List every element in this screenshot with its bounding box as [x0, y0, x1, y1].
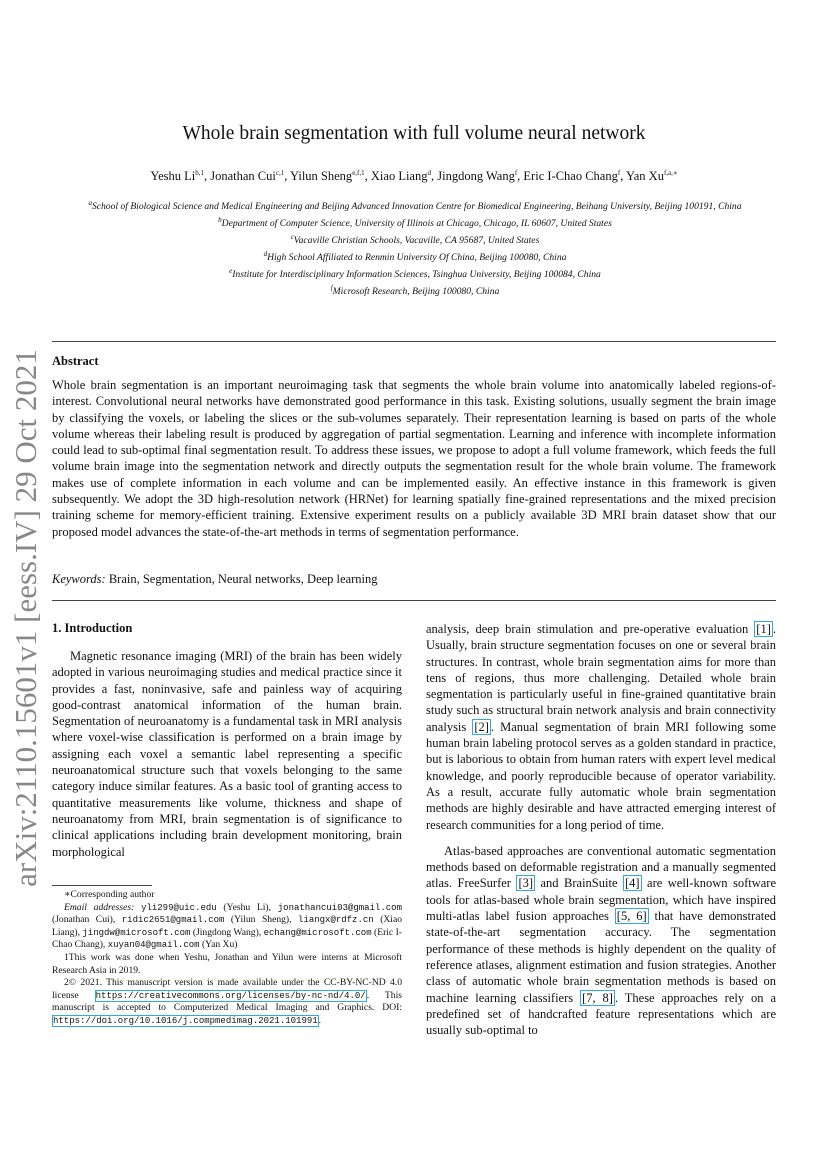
- affiliation: $^f$Microsoft Research, Beijing 100080, China: [330, 284, 500, 298]
- email-link[interactable]: jingdw@microsoft.com: [82, 927, 191, 938]
- citation-link[interactable]: [2]: [474, 719, 489, 734]
- email-link[interactable]: xuyan04@gmail.com: [107, 940, 200, 951]
- author: Yilun Sheng$^{e,f,1}$,: [290, 169, 371, 184]
- left-column: [52, 648, 402, 860]
- affiliations: [52, 197, 778, 300]
- arxiv-stamp: [6, 348, 46, 887]
- affiliation: $^b$Department of Computer Science, University of Illinois at Chicago, Chicago, IL 60607, United States: [218, 216, 612, 230]
- section-heading: 1. Introduction: [52, 621, 133, 635]
- divider: [52, 600, 776, 601]
- footnote-emails: Email addresses: yli299@uic.edu (Yeshu Li), jonathancui03@gmail.com (Jonathan Cui), ridic2651@gmail.com (Yilun Sheng), liangx@rdfz.cn (Xiao Liang), jingdw@microsoft.com (Jingdong Wang), echang@microsoft.com (Eric I-Chao Chang), xuyan04@gmail.com (Yan Xu): [52, 901, 403, 951]
- footnotes: [52, 889, 402, 1028]
- citation-link[interactable]: [1]: [756, 622, 771, 636]
- right-column: [426, 621, 776, 1038]
- email-link[interactable]: yli299@uic.edu: [141, 902, 217, 913]
- affiliation: $^c$Vacaville Christian Schools, Vacaville, CA 95687, United States: [290, 233, 540, 247]
- abstract-text: Whole brain segmentation is an important neuroimaging task that segments the whole brain volume into anatomically labeled regions-of-interest. Convolutional neural networks have demonstrated good performance in this task. Existing solutions, usually segment the brain image by classifying the voxels, or labeling the slices or the sub-volumes separately. Their representation learning is based on parts of the whole volume whereas their labeling result is produced by aggregation of partial segmentation. Learning and inference with incomplete information could lead to sub-optimal final segmentation result. To address these issues, we propose to adopt a full volume framework, which feeds the full volume brain image into the segmentation network and directly outputs the segmentation result for the whole brain volume. The framework makes use of complete information in each volume and can be implemented easily. An effective instance in this framework is given subsequently. We adopt the 3D high-resolution network (HRNet) for learning spatially fine-grained representations and the mixed precision training scheme for memory-efficient training. Extensive experiment results on a publicly available 3D MRI brain dataset show that our proposed model advances the state-of-the-art methods in terms of segmentation performance.: [52, 378, 776, 539]
- email-link[interactable]: jonathancui03@gmail.com: [277, 902, 402, 913]
- arxiv-stamp-text: arXiv:2110.15601v1 [eess.IV] 29 Oct 2021: [8, 348, 43, 887]
- paragraph: Atlas-based approaches are conventional automatic segmentation methods based on deformable registration and a manually segmented atlas. FreeSurfer [3] and BrainSuite [4] are well-known software tools for atlas-based whole brain segmentation, which have inspired multi-atlas label fusion approaches [5, 6] that have demonstrated state-of-the-art segmentation accuracy. The segmentation performance of these methods is highly dependent on the quality of reference atlases, alignment estimation and fusion strategies. Another class of automatic whole brain segmentation methods is based on machine learning classifiers [7, 8] . These approaches rely on a predefined set of handcrafted feature representations which are usually sub-optimal to: [426, 843, 777, 1038]
- email-link[interactable]: echang@microsoft.com: [263, 927, 372, 938]
- email-link[interactable]: liangx@rdfz.cn: [298, 915, 374, 926]
- keywords: [52, 572, 378, 587]
- footnote-rule: [52, 885, 152, 886]
- paragraph: analysis, deep brain stimulation and pre-operative evaluation [1] . Usually, brain structure segmentation focuses on one or several brain structures. In contrast, whole brain segmentation aims for more than tens of regions, thus more challenging. Detailed whole brain segmentation is particularly useful in fine-grained quantitative brain study such as structural brain network analysis and brain connectivity analysis [2] . Manual segmentation of brain MRI following some human brain labeling protocol serves as a golden standard in practice, but is laborious to obtain from human raters with expert level medical knowledge, and poorly reproducible because of operator variability. As a result, accurate fully automatic whole brain segmentation methods are highly desirable and have attracted emerging interest of research communities for a long period of time.: [426, 622, 776, 832]
- affiliation: $^d$High School Affiliated to Renmin University Of China, Beijing 100080, China: [263, 250, 567, 264]
- author: Xiao Liang$^d$,: [370, 169, 438, 184]
- paragraph: Magnetic resonance imaging (MRI) of the brain has been widely adopted in various neuroimaging studies and medical practice since it provides a fast, noninvasive, safe and painless way of acquiring good-contrast anatomical information of the human brain. Segmentation of neuroanatomy is a fundamental task in MRI analysis where voxel-wise classification is performed on a brain image by assigning each voxel a semantic label representing a specific neuroanatomical structure such that voxels belonging to the same category induce similar features. As a basic tool of granting access to quantitative measurements like volume, thickness and shape of neuroanatomy from MRI, brain segmentation is of significance to clinical applications including brain development monitoring, brain morphological: [52, 649, 402, 859]
- email-link[interactable]: ridic2651@gmail.com: [121, 915, 225, 926]
- footnote-2: 2© 2021. This manuscript version is made available under the CC-BY-NC-ND 4.0 license https://creativecommons.org/licenses/by-nc-nd/4.0/. This manuscript is accepted to Computerized Medical Imaging and Graphics. DOI: https://doi.org/10.1016/j.compmedimag.2021.101991.: [52, 977, 402, 1026]
- author-list: [0, 169, 828, 184]
- citation-link[interactable]: [7, 8]: [582, 990, 613, 1005]
- citation-link[interactable]: [4]: [624, 876, 640, 891]
- author: Yeshu Li$^{b,1}$,: [150, 169, 211, 184]
- footnote-corresponding: ∗Corresponding author: [64, 889, 155, 900]
- license-link[interactable]: https://creativecommons.org/licenses/by-nc-nd/4.0/: [95, 990, 366, 1001]
- citation-link[interactable]: [5, 6]: [616, 909, 647, 924]
- citation-link[interactable]: [3]: [518, 876, 534, 891]
- affiliation: $^e$Institute for Interdisciplinary Information Sciences, Tsinghua University, Beijing 100084, China: [229, 267, 601, 281]
- author: Jonathan Cui$^{c,1}$,: [210, 169, 291, 184]
- footnote-1: 1This work was done when Yeshu, Jonathan and Yilun were interns at Microsoft Research Asia in 2019.: [52, 951, 402, 976]
- author: Yan $Xu^{f,a,∗}$: [625, 169, 678, 184]
- author: Eric I-Chao Chang$^f$,: [523, 169, 626, 184]
- paper-title: Whole brain segmentation with full volume neural network: [182, 123, 646, 144]
- affiliation: $^a$School of Biological Science and Medical Engineering and Beijing Advanced Innovation Centre for Biomedical Engineering, Beihang University, Beijing 100191, China: [88, 199, 742, 213]
- keywords-label: Keywords:: [52, 572, 106, 586]
- doi-link[interactable]: https://doi.org/10.1016/j.compmedimag.2021.101991: [53, 1015, 318, 1026]
- author: Jingdong Wang$^f$,: [437, 169, 524, 184]
- abstract-heading: Abstract: [52, 354, 99, 368]
- divider: [52, 341, 776, 342]
- keywords-text: Brain, Segmentation, Neural networks, Deep learning: [108, 572, 378, 586]
